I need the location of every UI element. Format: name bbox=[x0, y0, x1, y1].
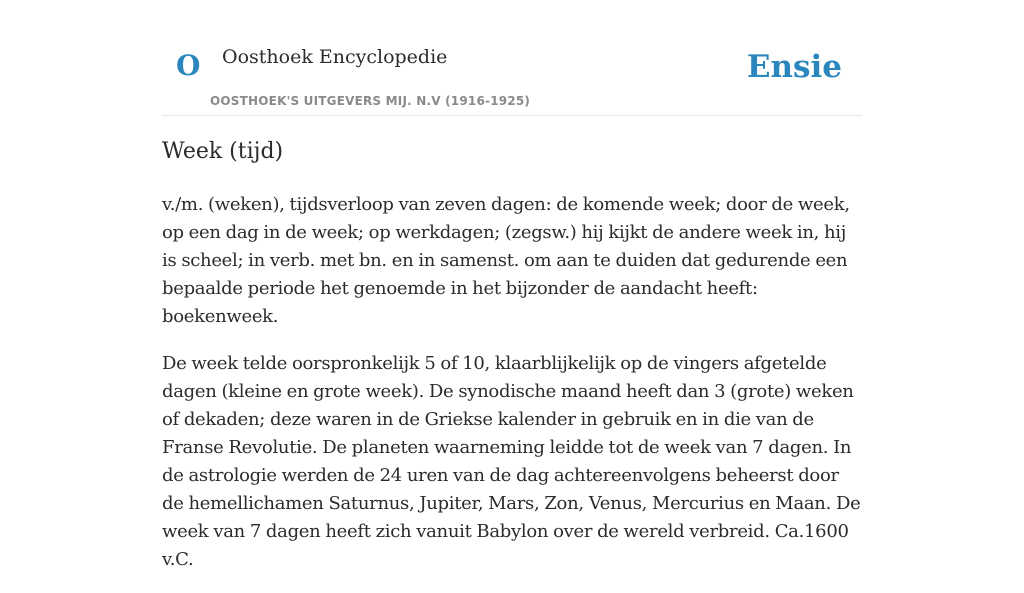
article-paragraph: v./m. (weken), tijdsverloop van zeven dagen: de komende week; door de week, op een dag in de week; op werkdagen; (zegsw.) hij kijkt de andere week in, hij is scheel; in verb. met bn. en in samenst. om aan te duiden dat gedurende een bepaalde periode het genoemde in het bijzonder de aandacht heeft: boekenweek. bbox=[162, 194, 850, 327]
article-body bbox=[162, 191, 862, 593]
ensie-brand-logo[interactable]: Ensie bbox=[746, 49, 842, 85]
encyclopedia-title-link[interactable]: Oosthoek Encyclopedie bbox=[222, 46, 448, 68]
article-title: Week (tijd) bbox=[162, 139, 284, 164]
publisher-label: OOSTHOEK'S UITGEVERS MIJ. N.V (1916-1925) bbox=[210, 94, 531, 108]
article-paragraph: De week telde oorspronkelijk 5 of 10, klaarblijkelijk op de vingers afgetelde dagen (kleine en grote week). De synodische maand heeft dan 3 (grote) weken of dekaden; deze waren in de Griekse kalender in gebruik en in die van de Franse Revolutie. De planeten waarneming leidde tot de week van 7 dagen. In de astrologie werden de 24 uren van de dag achtereenvolgens beheerst door de hemellichamen Saturnus, Jupiter, Mars, Zon, Venus, Mercurius en Maan. De week van 7 dagen heeft zich vanuit Babylon over de wereld verbreid. Ca.1600 v.C. bbox=[162, 353, 861, 570]
page-container bbox=[162, 0, 862, 570]
site-header bbox=[162, 0, 862, 116]
encyclopedia-logo[interactable]: O bbox=[176, 49, 201, 82]
